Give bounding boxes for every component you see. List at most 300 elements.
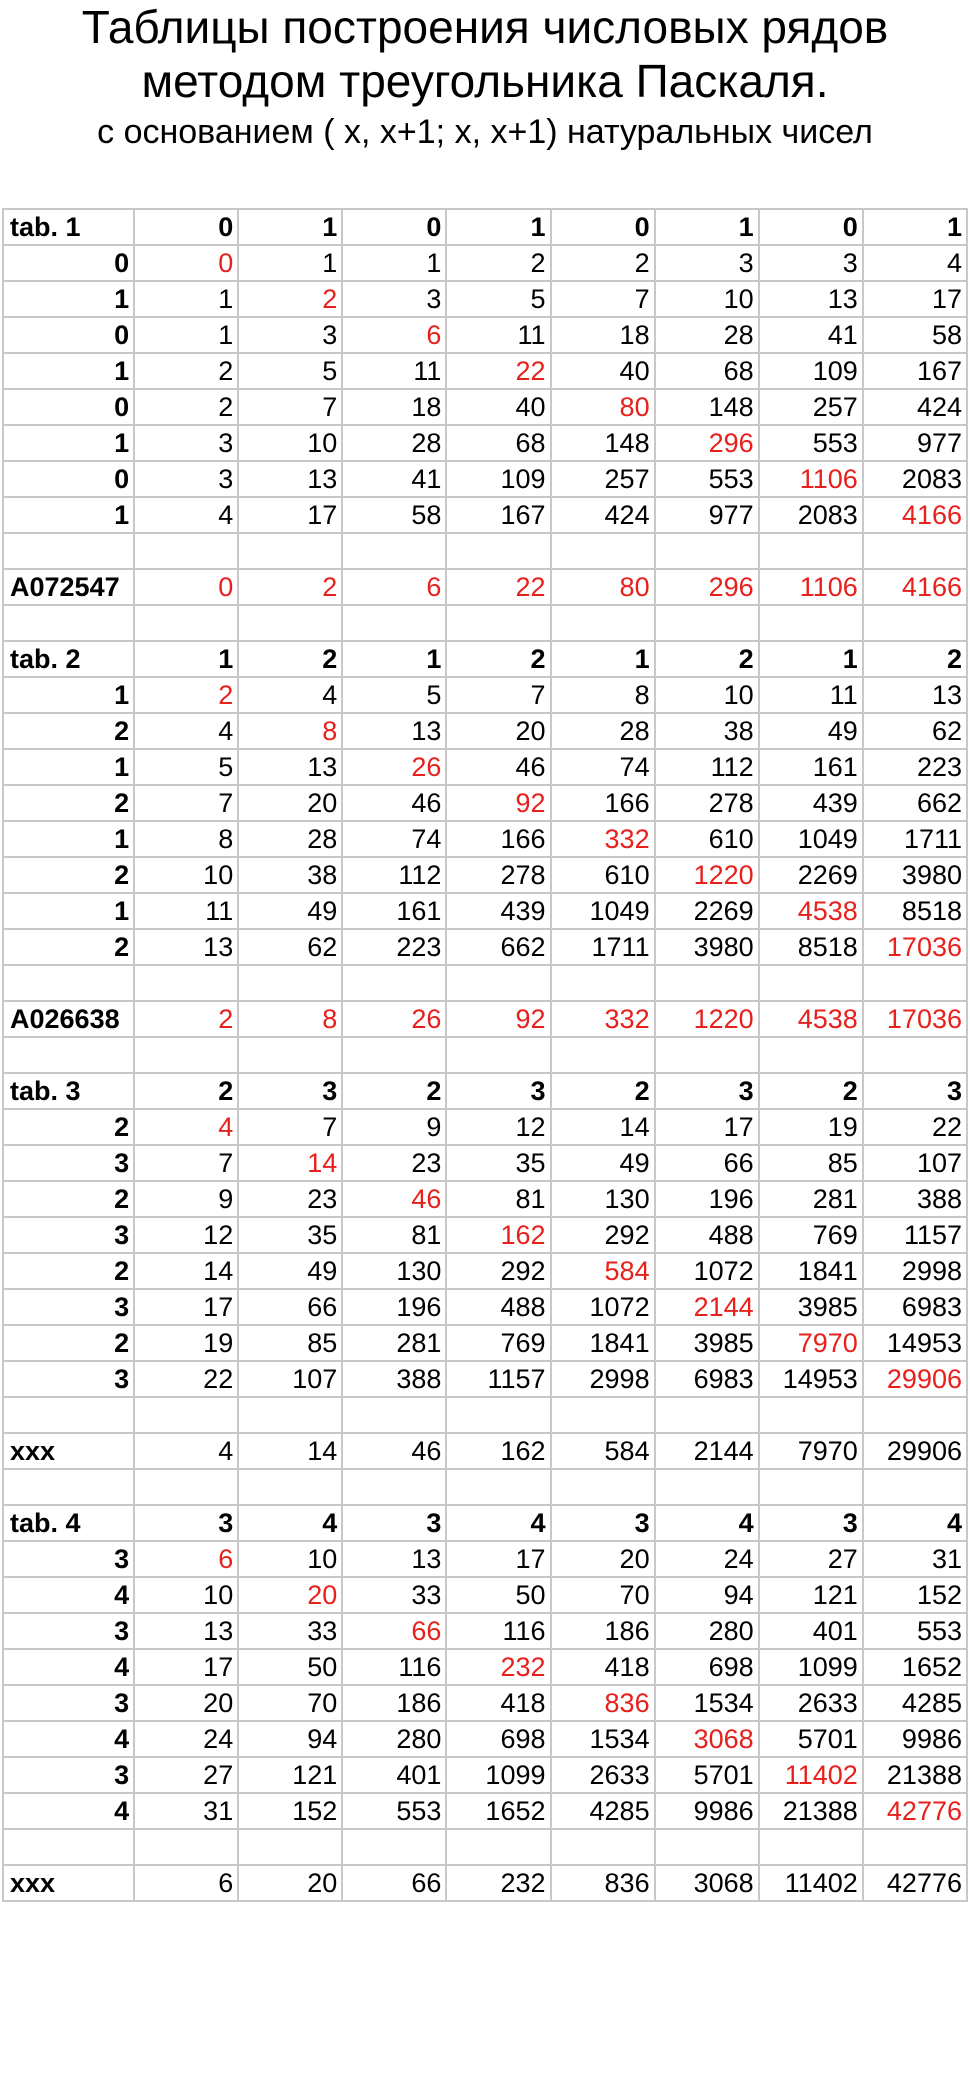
value-cell: 21388 [863,1757,967,1793]
value-cell: 85 [238,1325,342,1361]
value-cell: 296 [655,425,759,461]
blank-cell [759,605,863,641]
header-cell: 3 [551,1505,655,1541]
value-cell: 112 [342,857,446,893]
value-cell: 38 [655,713,759,749]
value-cell: 2998 [863,1253,967,1289]
header-cell: 3 [655,1073,759,1109]
value-cell: 27 [759,1541,863,1577]
value-cell: 9986 [863,1721,967,1757]
value-cell: 1 [134,281,238,317]
value-cell: 112 [655,749,759,785]
value-cell: 20 [238,1577,342,1613]
value-cell: 162 [446,1217,550,1253]
value-cell: 85 [759,1145,863,1181]
header [0,0,970,152]
value-cell: 166 [446,821,550,857]
value-cell: 46 [446,749,550,785]
row-head-cell: 1 [3,749,134,785]
value-cell: 4 [238,677,342,713]
value-cell: 8518 [863,893,967,929]
value-cell: 50 [238,1649,342,1685]
value-cell: 7 [446,677,550,713]
row-head-cell: 2 [3,1109,134,1145]
blank-cell [342,965,446,1001]
header-cell: 4 [863,1505,967,1541]
value-cell: 3 [655,245,759,281]
header-cell: 0 [134,209,238,245]
value-cell: 6983 [863,1289,967,1325]
result-cell: 2144 [655,1433,759,1469]
result-cell: 4166 [863,569,967,605]
table-row [3,1649,967,1685]
table-header-row [3,209,967,245]
blank-cell [446,1037,550,1073]
value-cell: 4166 [863,497,967,533]
blank-cell [134,533,238,569]
value-cell: 161 [342,893,446,929]
value-cell: 62 [863,713,967,749]
value-cell: 2 [446,245,550,281]
blank-cell [551,533,655,569]
value-cell: 35 [446,1145,550,1181]
blank-cell [342,533,446,569]
value-cell: 278 [446,857,550,893]
value-cell: 3980 [655,929,759,965]
value-cell: 148 [551,425,655,461]
value-cell: 109 [759,353,863,389]
row-head-cell: 1 [3,497,134,533]
value-cell: 74 [342,821,446,857]
blank-cell [655,1037,759,1073]
value-cell: 33 [238,1613,342,1649]
table-row [3,893,967,929]
value-cell: 1099 [446,1757,550,1793]
table-row [3,425,967,461]
table-label: tab. 2 [3,641,134,677]
value-cell: 698 [655,1649,759,1685]
blank-cell [342,1037,446,1073]
value-cell: 20 [134,1685,238,1721]
row-head-cell: 0 [3,389,134,425]
header-cell: 1 [238,209,342,245]
spacer-row [3,965,967,1001]
value-cell: 1 [134,317,238,353]
value-cell: 49 [238,1253,342,1289]
value-cell: 2 [134,389,238,425]
header-cell: 3 [238,1073,342,1109]
value-cell: 1 [342,245,446,281]
header-cell: 2 [551,1073,655,1109]
value-cell: 2998 [551,1361,655,1397]
value-cell: 2269 [655,893,759,929]
value-cell: 196 [342,1289,446,1325]
blank-cell [134,1397,238,1433]
blank-cell [863,605,967,641]
value-cell: 5 [446,281,550,317]
value-cell: 14953 [863,1325,967,1361]
value-cell: 121 [238,1757,342,1793]
value-cell: 196 [655,1181,759,1217]
blank-cell [863,1829,967,1865]
value-cell: 10 [655,677,759,713]
value-cell: 107 [238,1361,342,1397]
header-cell: 2 [238,641,342,677]
blank-cell [551,605,655,641]
value-cell: 35 [238,1217,342,1253]
header-cell: 1 [342,641,446,677]
value-cell: 5 [134,749,238,785]
value-cell: 4 [134,497,238,533]
value-cell: 167 [863,353,967,389]
value-cell: 1652 [446,1793,550,1829]
table-row [3,1541,967,1577]
value-cell: 167 [446,497,550,533]
value-cell: 13 [863,677,967,713]
spacer-row [3,605,967,641]
blank-cell [238,605,342,641]
value-cell: 292 [551,1217,655,1253]
value-cell: 1711 [551,929,655,965]
value-cell: 74 [551,749,655,785]
value-cell: 2144 [655,1289,759,1325]
value-cell: 20 [551,1541,655,1577]
row-head-cell: 2 [3,713,134,749]
value-cell: 281 [342,1325,446,1361]
value-cell: 3980 [863,857,967,893]
value-cell: 281 [759,1181,863,1217]
header-cell: 1 [446,209,550,245]
value-cell: 80 [551,389,655,425]
blank-cell [863,965,967,1001]
header-cell: 3 [863,1073,967,1109]
result-cell: 2 [238,569,342,605]
value-cell: 1711 [863,821,967,857]
blank-cell [655,1829,759,1865]
value-cell: 8 [238,713,342,749]
table-row [3,1361,967,1397]
blank-cell [655,533,759,569]
blank-cell [3,1469,134,1505]
value-cell: 28 [551,713,655,749]
row-head-cell: 3 [3,1757,134,1793]
blank-cell [759,533,863,569]
result-label: A072547 [3,569,134,605]
result-cell: 42776 [863,1865,967,1901]
table-row [3,785,967,821]
value-cell: 66 [655,1145,759,1181]
result-cell: 296 [655,569,759,605]
value-cell: 4285 [863,1685,967,1721]
value-cell: 6983 [655,1361,759,1397]
row-head-cell: 3 [3,1145,134,1181]
result-cell: 11402 [759,1865,863,1901]
value-cell: 22 [134,1361,238,1397]
value-cell: 109 [446,461,550,497]
value-cell: 769 [759,1217,863,1253]
blank-cell [446,1829,550,1865]
blank-cell [446,965,550,1001]
value-cell: 166 [551,785,655,821]
value-cell: 24 [655,1541,759,1577]
value-cell: 17 [134,1649,238,1685]
table-row [3,245,967,281]
blank-cell [759,1829,863,1865]
result-cell: 29906 [863,1433,967,1469]
value-cell: 10 [238,1541,342,1577]
value-cell: 161 [759,749,863,785]
value-cell: 3 [342,281,446,317]
blank-cell [446,605,550,641]
result-cell: 7970 [759,1433,863,1469]
value-cell: 1049 [759,821,863,857]
row-head-cell: 1 [3,893,134,929]
value-cell: 11 [342,353,446,389]
value-cell: 41 [759,317,863,353]
value-cell: 152 [238,1793,342,1829]
value-cell: 2083 [759,497,863,533]
value-cell: 38 [238,857,342,893]
value-cell: 92 [446,785,550,821]
value-cell: 23 [238,1181,342,1217]
value-cell: 1049 [551,893,655,929]
table-row [3,1217,967,1253]
row-head-cell: 2 [3,1325,134,1361]
row-head-cell: 4 [3,1649,134,1685]
result-cell: 232 [446,1865,550,1901]
value-cell: 81 [342,1217,446,1253]
table-header-row [3,641,967,677]
blank-cell [134,1829,238,1865]
value-cell: 610 [655,821,759,857]
row-head-cell: 0 [3,461,134,497]
row-head-cell: 1 [3,353,134,389]
header-cell: 2 [863,641,967,677]
value-cell: 14953 [759,1361,863,1397]
result-cell: 66 [342,1865,446,1901]
value-cell: 401 [759,1613,863,1649]
header-cell: 1 [655,209,759,245]
table-row [3,749,967,785]
blank-cell [863,1397,967,1433]
table-row [3,1253,967,1289]
blank-cell [446,1397,550,1433]
value-cell: 70 [551,1577,655,1613]
value-cell: 1 [238,245,342,281]
result-cell: 836 [551,1865,655,1901]
value-cell: 1652 [863,1649,967,1685]
result-cell: 22 [446,569,550,605]
value-cell: 29906 [863,1361,967,1397]
value-cell: 70 [238,1685,342,1721]
table-row [3,1289,967,1325]
value-cell: 7970 [759,1325,863,1361]
value-cell: 68 [446,425,550,461]
page-subtitle: с основанием ( x, x+1; x, x+1) натуральных чисел [97,113,873,151]
blank-cell [551,1469,655,1505]
value-cell: 769 [446,1325,550,1361]
value-cell: 1841 [551,1325,655,1361]
blank-cell [342,1469,446,1505]
value-cell: 116 [446,1613,550,1649]
blank-cell [238,533,342,569]
value-cell: 662 [446,929,550,965]
table-row [3,281,967,317]
value-cell: 280 [655,1613,759,1649]
value-cell: 10 [134,1577,238,1613]
value-cell: 388 [863,1181,967,1217]
value-cell: 14 [134,1253,238,1289]
value-cell: 2269 [759,857,863,893]
header-cell: 2 [759,1073,863,1109]
table-row [3,353,967,389]
blank-cell [134,1037,238,1073]
value-cell: 662 [863,785,967,821]
value-cell: 28 [238,821,342,857]
table-row [3,389,967,425]
value-cell: 7 [238,389,342,425]
blank-cell [238,965,342,1001]
row-head-cell: 4 [3,1721,134,1757]
value-cell: 9 [342,1109,446,1145]
header-cell: 1 [551,641,655,677]
row-head-cell: 2 [3,857,134,893]
value-cell: 12 [446,1109,550,1145]
value-cell: 3 [759,245,863,281]
value-cell: 121 [759,1577,863,1613]
value-cell: 3 [134,461,238,497]
blank-cell [3,1037,134,1073]
header-cell: 2 [134,1073,238,1109]
header-cell: 2 [446,641,550,677]
value-cell: 223 [863,749,967,785]
value-cell: 94 [238,1721,342,1757]
value-cell: 81 [446,1181,550,1217]
value-cell: 8518 [759,929,863,965]
value-cell: 11 [759,677,863,713]
value-cell: 5701 [759,1721,863,1757]
value-cell: 49 [238,893,342,929]
value-cell: 13 [238,749,342,785]
blank-cell [342,605,446,641]
table-row [3,1757,967,1793]
value-cell: 418 [446,1685,550,1721]
row-head-cell: 1 [3,821,134,857]
value-cell: 27 [134,1757,238,1793]
value-cell: 186 [551,1613,655,1649]
blank-cell [655,1469,759,1505]
value-cell: 388 [342,1361,446,1397]
value-cell: 13 [759,281,863,317]
value-cell: 2 [134,353,238,389]
value-cell: 4285 [551,1793,655,1829]
blank-cell [342,1829,446,1865]
blank-cell [655,605,759,641]
table-row [3,1685,967,1721]
table-row [3,1181,967,1217]
value-cell: 58 [342,497,446,533]
grid-body [3,209,967,1901]
value-cell: 1072 [655,1253,759,1289]
header-cell: 3 [446,1073,550,1109]
row-head-cell: 3 [3,1361,134,1397]
blank-cell [3,1829,134,1865]
value-cell: 116 [342,1649,446,1685]
spacer-row [3,1829,967,1865]
table-row [3,857,967,893]
blank-cell [446,533,550,569]
value-cell: 23 [342,1145,446,1181]
result-cell: 2 [134,1001,238,1037]
table-label: tab. 1 [3,209,134,245]
row-head-cell: 2 [3,785,134,821]
value-cell: 11 [446,317,550,353]
value-cell: 130 [551,1181,655,1217]
result-label: xxx [3,1433,134,1469]
value-cell: 4 [134,1109,238,1145]
value-cell: 1534 [551,1721,655,1757]
value-cell: 223 [342,929,446,965]
value-cell: 232 [446,1649,550,1685]
blank-cell [342,1397,446,1433]
value-cell: 12 [134,1217,238,1253]
value-cell: 186 [342,1685,446,1721]
value-cell: 292 [446,1253,550,1289]
blank-cell [3,1397,134,1433]
value-cell: 3985 [759,1289,863,1325]
value-cell: 107 [863,1145,967,1181]
value-cell: 49 [551,1145,655,1181]
value-cell: 10 [134,857,238,893]
result-cell: 332 [551,1001,655,1037]
value-cell: 17 [446,1541,550,1577]
blank-cell [134,1469,238,1505]
result-cell: 80 [551,569,655,605]
value-cell: 5701 [655,1757,759,1793]
table-row [3,1145,967,1181]
pascal-tables-grid [2,208,968,1902]
result-label: xxx [3,1865,134,1901]
value-cell: 5 [342,677,446,713]
header-cell: 1 [759,641,863,677]
blank-cell [238,1397,342,1433]
value-cell: 42776 [863,1793,967,1829]
value-cell: 50 [446,1577,550,1613]
value-cell: 439 [446,893,550,929]
header-cell: 0 [342,209,446,245]
row-head-cell: 0 [3,245,134,281]
value-cell: 148 [655,389,759,425]
result-row [3,569,967,605]
value-cell: 418 [551,1649,655,1685]
value-cell: 11 [134,893,238,929]
value-cell: 1072 [551,1289,655,1325]
value-cell: 2633 [759,1685,863,1721]
value-cell: 21388 [759,1793,863,1829]
value-cell: 424 [551,497,655,533]
table-row [3,497,967,533]
blank-cell [238,1469,342,1505]
header-cell: 2 [342,1073,446,1109]
blank-cell [551,1829,655,1865]
value-cell: 9 [134,1181,238,1217]
value-cell: 0 [134,245,238,281]
value-cell: 40 [551,353,655,389]
result-cell: 4 [134,1433,238,1469]
blank-cell [3,533,134,569]
row-head-cell: 0 [3,317,134,353]
value-cell: 401 [342,1757,446,1793]
